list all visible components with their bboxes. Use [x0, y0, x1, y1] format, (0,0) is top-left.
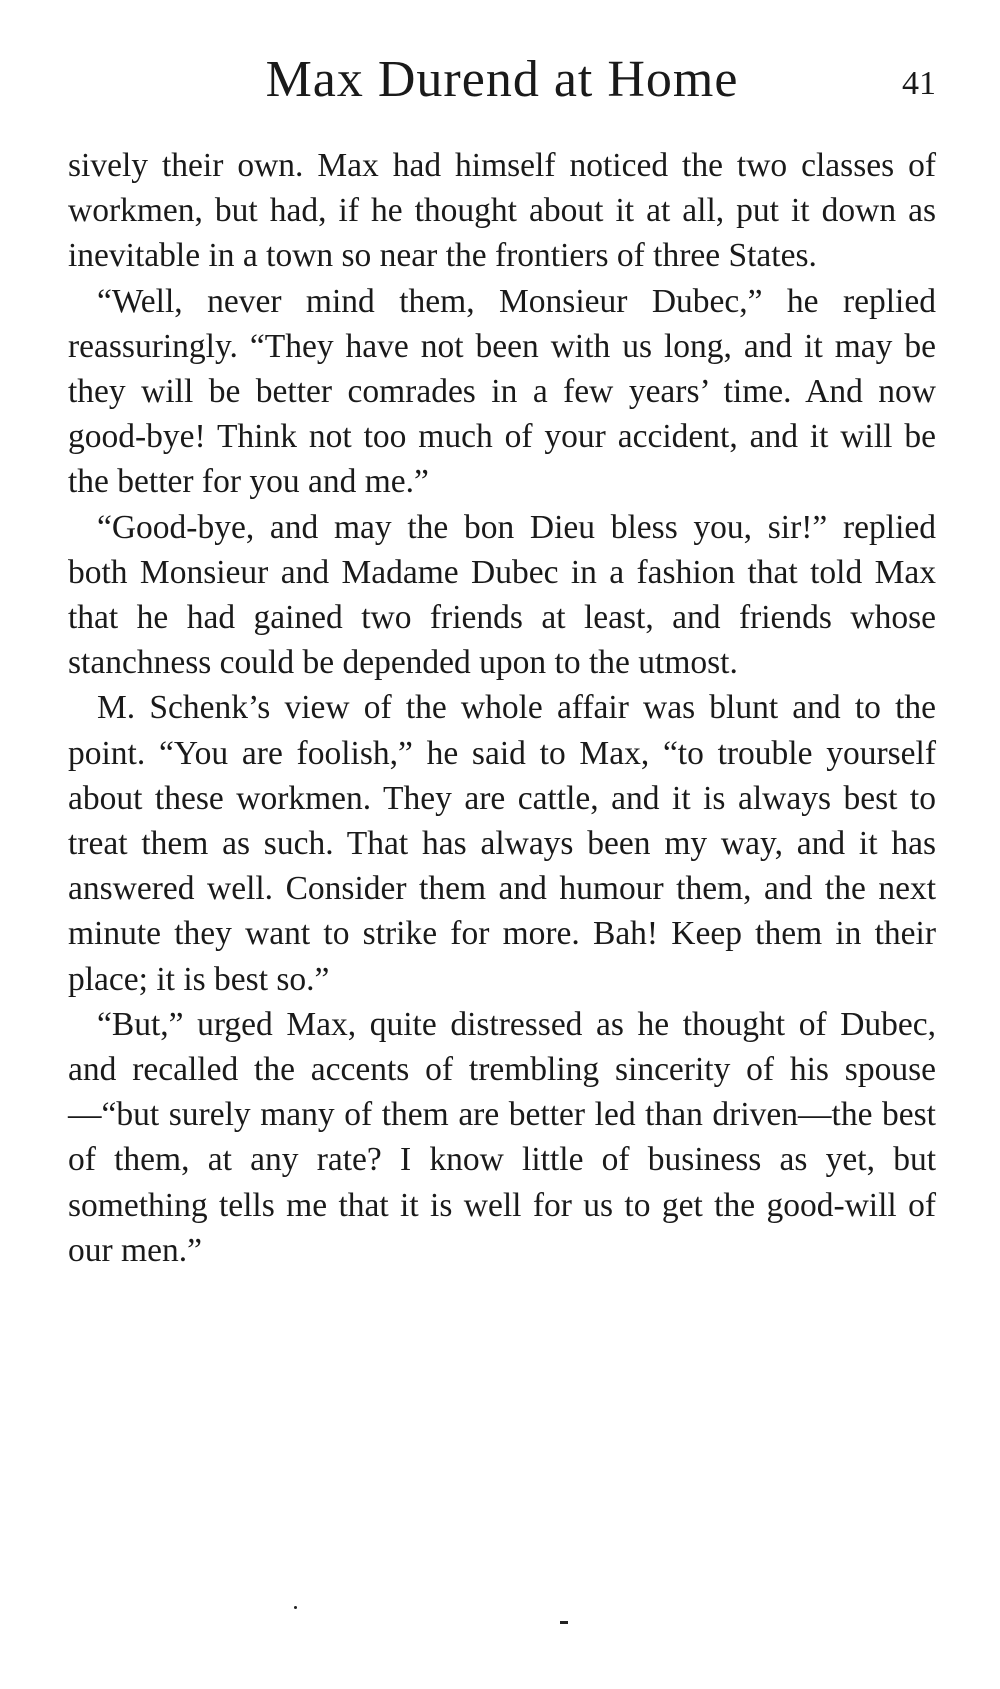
paragraph-continued: sively their own. Max had himself noticed the two classes of workmen, but had, if he thought about it at all, put it down as inevitable in a town so near the frontiers of three States. [68, 147, 936, 275]
paragraph: “But,” urged Max, quite distressed as he thought of Dubec, and recalled the accents of trembling sincerity of his spouse—“but surely many of them are better led than driven—the best of them, at any rate? I know little of business as yet, but something tells me that it is well for us to get the good-will of our men.” [68, 1005, 936, 1269]
paragraph: M. Schenk’s view of the whole affair was blunt and to the point. “You are foolish,” he said to Max, “to trouble yourself about these workmen. They are cattle, and it is always best to treat them as such. That has always been my way, and it has answered well. Consider them and humour them, and the next minute they want to strike for more. Bah! Keep them in their place; it is best so.” [68, 689, 936, 998]
running-head [68, 40, 936, 120]
paragraph: “Well, never mind them, Monsieur Dubec,” he replied reassuringly. “They have not been with us long, and it may be they will be better comrades in a few years’ time. And now good-bye! Think not too much of your accident, and it will be the better for you and me.” [68, 282, 936, 501]
ink-speck [560, 1621, 568, 1624]
body-text [68, 143, 936, 1273]
running-title: Max Durend at Home [265, 51, 739, 108]
paragraph: “Good-bye, and may the bon Dieu bless you, sir!” replied both Monsieur and Madame Dubec in a fashion that told Max that he had gained two friends at least, and friends whose stanchness could be depended upon to the utmost. [68, 508, 936, 682]
ink-speck [294, 1606, 297, 1609]
page-number: 41 [902, 65, 936, 102]
